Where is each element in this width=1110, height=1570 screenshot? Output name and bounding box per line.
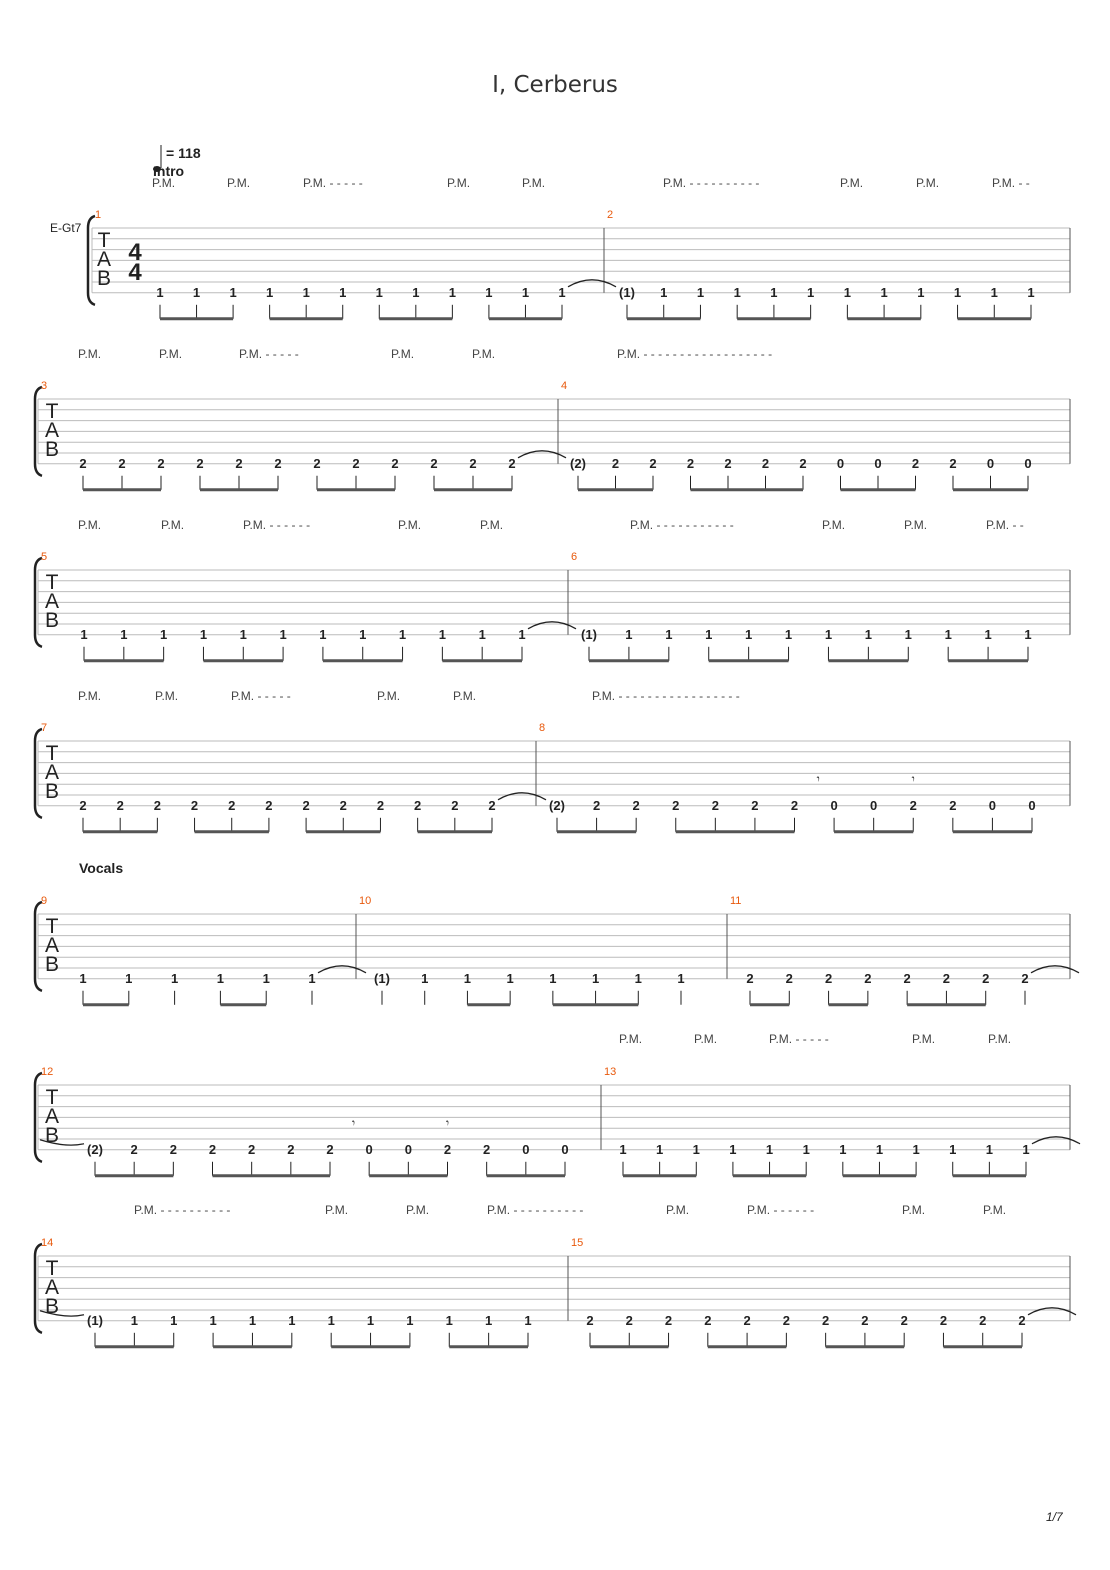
palm-mute-marker: P.M. (78, 347, 102, 361)
tab-note: 2 (625, 1312, 633, 1328)
palm-mute-marker: P.M. (904, 518, 928, 532)
palm-mute-marker: P.M. - - - - - (231, 689, 291, 703)
tab-clef-letter: A (44, 934, 60, 957)
palm-mute-marker: P.M. - - - - - - - - - - - - - - - - - - (617, 347, 773, 361)
measure-number: 1 (95, 209, 102, 221)
tab-note: 0 (874, 455, 882, 471)
tab-note: (2) (87, 1141, 103, 1157)
tab-note: 1 (79, 970, 87, 986)
tab-note: 1 (438, 626, 446, 642)
palm-mute-marker: P.M. (694, 1032, 718, 1046)
tab-note: 2 (488, 797, 496, 813)
tie-arc (318, 966, 366, 973)
tab-note: (1) (581, 626, 597, 642)
tab-note: 2 (632, 797, 640, 813)
measure-number: 5 (41, 551, 48, 563)
tab-note: 1 (478, 626, 486, 642)
tab-note: 1 (421, 970, 429, 986)
tab-note: 1 (990, 284, 998, 300)
palm-mute-marker: P.M. - - - - - - - - - - (487, 1203, 584, 1217)
tab-note: 1 (904, 626, 912, 642)
tab-note: 2 (939, 1312, 948, 1328)
tab-note: (1) (619, 284, 635, 300)
tab-note: 2 (586, 1312, 594, 1328)
tab-note: 2 (1018, 1312, 1026, 1328)
tempo-marking: = 118 (166, 145, 201, 161)
tab-note: 1 (660, 284, 668, 300)
palm-mute-marker: P.M. - - - - - (769, 1032, 829, 1046)
tab-note: 1 (1024, 626, 1032, 642)
tab-note: 2 (376, 797, 385, 813)
tab-note: 1 (839, 1141, 847, 1157)
palm-mute-marker: P.M. (78, 518, 102, 532)
tab-note: 2 (483, 1141, 491, 1157)
palm-mute-marker: P.M. (447, 176, 471, 190)
tab-note: 0 (870, 797, 878, 813)
track-name: E-Gt7 (50, 221, 82, 235)
tab-note: 1 (953, 284, 962, 300)
tab-clef-letter: A (44, 419, 60, 442)
tab-note: 2 (790, 797, 799, 813)
palm-mute-marker: P.M. - - - - - - - - - - - - - - - - - (592, 689, 740, 703)
tab-note: 1 (308, 970, 316, 986)
tab-clef-letter: A (44, 761, 60, 784)
tab-note: 1 (984, 626, 992, 642)
tab-note: 2 (169, 1141, 177, 1157)
tab-note: 1 (518, 626, 526, 642)
tab-note: 1 (485, 284, 493, 300)
tab-note: 2 (196, 455, 204, 471)
tab-clef-letter: A (96, 248, 112, 271)
tab-note: 0 (1028, 797, 1036, 813)
tab-note: 2 (352, 455, 360, 471)
time-signature-bottom: 4 (128, 259, 142, 286)
measure-number: 11 (730, 895, 742, 907)
palm-mute-marker: P.M. (666, 1203, 690, 1217)
tab-clef-letter: T (45, 400, 59, 423)
palm-mute-marker: P.M. - - (986, 518, 1024, 532)
tab-note: 1 (843, 284, 851, 300)
palm-mute-marker: P.M. (522, 176, 546, 190)
tab-note: 2 (979, 1312, 987, 1328)
palm-mute-marker: P.M. - - - - - - - - - - (663, 176, 760, 190)
tab-clef-letter: T (45, 742, 59, 765)
tab-note: 1 (784, 626, 793, 642)
palm-mute-marker: P.M. (227, 176, 251, 190)
tab-note: 2 (903, 970, 911, 986)
tab-note: 2 (785, 970, 793, 986)
palm-mute-marker: P.M. (916, 176, 940, 190)
measure-number: 15 (571, 1237, 584, 1249)
tab-note: 2 (861, 1312, 869, 1328)
tab-note: 2 (302, 797, 310, 813)
measure-number: 4 (561, 380, 568, 392)
tie-arc (518, 451, 566, 458)
tab-note: 2 (822, 1312, 830, 1328)
tab-note: 0 (830, 797, 838, 813)
tab-note: 0 (986, 455, 995, 471)
tab-note: 2 (248, 1141, 256, 1157)
palm-mute-marker: P.M. (78, 689, 102, 703)
tab-note: 2 (274, 455, 282, 471)
tab-note: 1 (398, 626, 407, 642)
tab-note: 2 (79, 455, 87, 471)
palm-mute-marker: P.M. (988, 1032, 1012, 1046)
tab-note: 1 (130, 1312, 138, 1328)
tab-note: 2 (909, 797, 917, 813)
tab-note: 1 (696, 284, 705, 300)
tab-clef-letter: B (44, 609, 60, 632)
tab-note: 1 (170, 1312, 178, 1328)
tab-note: 1 (80, 626, 88, 642)
tab-clef-letter: T (45, 915, 59, 938)
tab-note: 2 (900, 1312, 908, 1328)
tab-note: 2 (711, 797, 719, 813)
rest-symbol: 𝆟 (446, 1111, 449, 1131)
measure-number: 13 (604, 1066, 617, 1078)
tab-note: 1 (625, 626, 633, 642)
tab-note: 2 (235, 455, 243, 471)
tie-arc (568, 280, 616, 287)
tab-clef-letter: B (96, 267, 112, 290)
tab-note: 1 (558, 284, 566, 300)
tab-note: 0 (365, 1141, 373, 1157)
palm-mute-marker: P.M. (619, 1032, 643, 1046)
tab-note: 0 (1024, 455, 1032, 471)
tab-note: 2 (799, 455, 807, 471)
tab-note: 1 (445, 1312, 453, 1328)
rest-symbol: 𝆟 (911, 767, 915, 787)
tab-note: 1 (160, 626, 168, 642)
tab-note: 2 (79, 797, 87, 813)
tab-note: 1 (770, 284, 778, 300)
tab-note: 2 (443, 1141, 452, 1157)
tab-note: 2 (157, 455, 165, 471)
measure-number: 2 (607, 209, 614, 221)
tab-note: 1 (302, 284, 310, 300)
tab-note: 1 (745, 626, 753, 642)
palm-mute-marker: P.M. - - - - - - - - - - (134, 1203, 231, 1217)
palm-mute-marker: P.M. - - - - - (303, 176, 363, 190)
tab-note: 2 (508, 455, 516, 471)
tab-note: 2 (228, 797, 236, 813)
tab-note: 1 (1027, 284, 1035, 300)
tab-note: 2 (746, 970, 754, 986)
palm-mute-marker: P.M. (840, 176, 864, 190)
tie-arc (1031, 966, 1079, 973)
palm-mute-marker: P.M. (822, 518, 846, 532)
tab-note: 1 (239, 626, 247, 642)
tab-clef-letter: B (44, 953, 60, 976)
tab-note: 2 (391, 455, 399, 471)
palm-mute-marker: P.M. - - - - - - - - - - - (630, 518, 734, 532)
tab-note: 2 (824, 970, 833, 986)
tab-note: 2 (704, 1312, 712, 1328)
tab-note: 1 (807, 284, 815, 300)
tab-note: 1 (366, 1312, 375, 1328)
tab-note: 2 (942, 970, 951, 986)
tab-note: 1 (912, 1141, 920, 1157)
tab-note: 2 (592, 797, 601, 813)
tab-clef-letter: T (45, 1257, 59, 1280)
tab-note: 1 (506, 970, 514, 986)
tab-note: 2 (743, 1312, 751, 1328)
tab-note: 1 (266, 284, 274, 300)
tab-note: 1 (985, 1141, 993, 1157)
tab-note: 1 (549, 970, 557, 986)
tab-note: 2 (724, 455, 732, 471)
measure-number: 7 (41, 722, 48, 734)
measure-number: 8 (539, 722, 546, 734)
tab-note: 1 (733, 284, 741, 300)
tab-note: 1 (125, 970, 133, 986)
tab-note: 1 (524, 1312, 532, 1328)
palm-mute-marker: P.M. (902, 1203, 926, 1217)
palm-mute-marker: P.M. (472, 347, 496, 361)
palm-mute-marker: P.M. (453, 689, 477, 703)
tab-note: 1 (880, 284, 888, 300)
tab-note: 2 (287, 1141, 295, 1157)
palm-mute-marker: P.M. (912, 1032, 936, 1046)
tab-note: 1 (875, 1141, 884, 1157)
tab-note: 2 (751, 797, 759, 813)
measure-number: 12 (41, 1066, 54, 1078)
tab-note: 2 (649, 455, 657, 471)
tab-note: 2 (430, 455, 438, 471)
measure-number: 9 (41, 895, 48, 907)
tab-note: 2 (761, 455, 770, 471)
tab-note: 2 (672, 797, 680, 813)
tab-note: 2 (414, 797, 422, 813)
tab-note: 1 (339, 284, 347, 300)
palm-mute-marker: P.M. - - - - - (239, 347, 299, 361)
palm-mute-marker: P.M. (480, 518, 504, 532)
palm-mute-marker: P.M. (398, 518, 422, 532)
tab-note: 1 (619, 1141, 627, 1157)
tab-note: 2 (982, 970, 990, 986)
tab-note: 1 (199, 626, 208, 642)
tab-note: 1 (156, 284, 164, 300)
page-number: 1/7 (1046, 1510, 1063, 1524)
tab-note: 1 (729, 1141, 737, 1157)
tab-note: 1 (1022, 1141, 1030, 1157)
palm-mute-marker: P.M. (159, 347, 183, 361)
tab-note: 1 (248, 1312, 257, 1328)
tab-note: 1 (327, 1312, 335, 1328)
tab-note: 2 (911, 455, 920, 471)
tab-note: 1 (209, 1312, 217, 1328)
palm-mute-marker: P.M. - - - - - - (243, 518, 311, 532)
tab-clef-letter: T (97, 229, 111, 252)
tab-clef-letter: B (44, 438, 60, 461)
tab-note: 1 (279, 626, 287, 642)
tab-note: 2 (949, 797, 957, 813)
tab-clef-letter: T (45, 571, 59, 594)
tab-note: 2 (326, 1141, 334, 1157)
tab-note: 2 (686, 455, 695, 471)
tab-note: 1 (705, 626, 713, 642)
tab-note: 0 (522, 1141, 530, 1157)
palm-mute-marker: P.M. (406, 1203, 430, 1217)
section-label-vocals: Vocals (79, 860, 124, 876)
tab-note: 1 (229, 284, 237, 300)
tab-note: 0 (561, 1141, 569, 1157)
tie-arc (528, 622, 576, 629)
time-signature-top: 4 (128, 239, 142, 266)
rest-symbol: 𝆟 (352, 1111, 355, 1131)
tab-note: 1 (120, 626, 128, 642)
tab-clef-letter: B (44, 780, 60, 803)
palm-mute-marker: P.M. (325, 1203, 349, 1217)
rest-symbol: 𝆟 (816, 767, 820, 787)
tab-note: 2 (1021, 970, 1029, 986)
tab-note: 0 (836, 455, 845, 471)
tab-clef-letter: A (44, 1276, 60, 1299)
tab-note: 1 (917, 284, 925, 300)
palm-mute-marker: P.M. (155, 689, 179, 703)
tab-note: 2 (451, 797, 459, 813)
tab-note: 1 (463, 970, 472, 986)
tab-note: 1 (448, 284, 456, 300)
section-label-intro: Intro (153, 163, 185, 179)
tab-note: 1 (521, 284, 530, 300)
tab-note: 1 (802, 1141, 810, 1157)
tab-note: (2) (549, 797, 565, 813)
tab-note: 2 (664, 1312, 673, 1328)
tab-note: 2 (116, 797, 124, 813)
tab-note: 2 (949, 455, 957, 471)
tab-clef-letter: A (44, 1105, 60, 1128)
tab-note: 2 (469, 455, 477, 471)
tab-note: 1 (170, 970, 179, 986)
tie-arc (1032, 1137, 1080, 1144)
tab-note: 2 (265, 797, 273, 813)
tab-note: 1 (824, 626, 833, 642)
tab-note: 1 (656, 1141, 664, 1157)
measure-number: 14 (41, 1237, 54, 1249)
tab-note: 1 (359, 626, 367, 642)
tab-note: 1 (692, 1141, 700, 1157)
tab-note: 1 (949, 1141, 957, 1157)
tab-note: 0 (988, 797, 997, 813)
tab-note: 1 (591, 970, 600, 986)
measure-number: 6 (571, 551, 578, 563)
tab-note: 1 (406, 1312, 414, 1328)
tab-note: 2 (611, 455, 620, 471)
tab-note: 2 (153, 797, 161, 813)
tab-note: 1 (262, 970, 270, 986)
tab-note: 0 (404, 1141, 412, 1157)
palm-mute-marker: P.M. (152, 176, 176, 190)
tab-clef-letter: T (45, 1086, 59, 1109)
tie-arc (498, 793, 546, 800)
palm-mute-marker: P.M. - - - - - - (747, 1203, 815, 1217)
tab-note: 1 (864, 626, 872, 642)
tie-arc (1028, 1308, 1076, 1315)
tab-note: 1 (319, 626, 327, 642)
palm-mute-marker: P.M. - - (992, 176, 1030, 190)
tab-note: (1) (87, 1312, 103, 1328)
tab-clef-letter: B (44, 1295, 60, 1318)
song-title: I, Cerberus (492, 72, 618, 98)
tab-note: 1 (765, 1141, 774, 1157)
tab-note: 1 (216, 970, 225, 986)
tab-note: (2) (570, 455, 586, 471)
tab-note: 1 (944, 626, 952, 642)
tab-note: 2 (130, 1141, 138, 1157)
measure-number: 3 (41, 380, 48, 392)
tab-note: 1 (677, 970, 685, 986)
tab-note: (1) (374, 970, 390, 986)
tab-clef-letter: A (44, 590, 60, 613)
palm-mute-marker: P.M. (391, 347, 415, 361)
tab-note: 2 (782, 1312, 790, 1328)
measure-number: 10 (359, 895, 372, 907)
palm-mute-marker: P.M. (161, 518, 185, 532)
tab-note: 1 (634, 970, 642, 986)
tab-note: 2 (208, 1141, 217, 1157)
tab-note: 1 (665, 626, 673, 642)
palm-mute-marker: P.M. (983, 1203, 1007, 1217)
tab-note: 2 (190, 797, 199, 813)
tab-clef-letter: B (44, 1124, 60, 1147)
tab-note: 1 (192, 284, 201, 300)
tab-note: 1 (485, 1312, 493, 1328)
tab-note: 2 (118, 455, 126, 471)
tab-note: 1 (412, 284, 420, 300)
tab-note: 1 (288, 1312, 296, 1328)
tab-note: 2 (313, 455, 321, 471)
tab-note: 1 (375, 284, 383, 300)
palm-mute-marker: P.M. (377, 689, 401, 703)
tab-note: 2 (339, 797, 347, 813)
tab-note: 2 (864, 970, 872, 986)
